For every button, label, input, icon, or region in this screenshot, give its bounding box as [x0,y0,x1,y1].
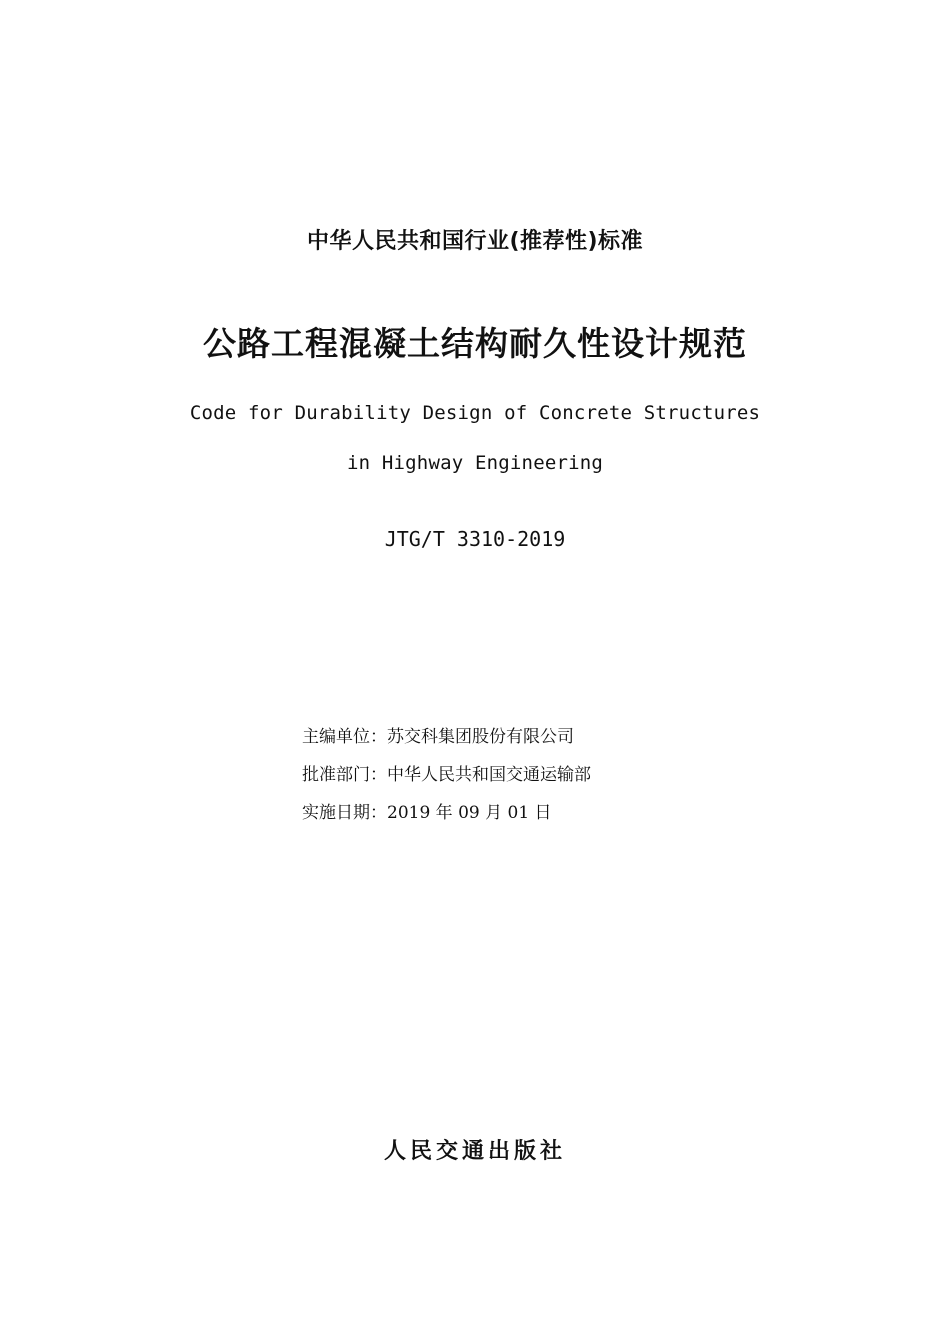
title-english-line-1: Code for Durability Design of Concrete Structures [189,402,761,424]
editor-unit: 主编单位：苏交科集团股份有限公司 [302,727,574,747]
standard-category: 中华人民共和国行业(推荐性)标准 [306,229,644,254]
publisher-name: 人民交通出版社 [383,1138,566,1164]
publication-info [302,718,591,832]
effective-date: 实施日期：2019 年 09 月 01 日 [302,803,552,823]
approving-department: 批准部门：中华人民共和国交通运输部 [302,765,591,785]
standard-code: JTG/T 3310-2019 [384,527,566,551]
title-chinese: 公路工程混凝土结构耐久性设计规范 [203,324,747,363]
title-english-line-2: in Highway Engineering [346,452,604,474]
